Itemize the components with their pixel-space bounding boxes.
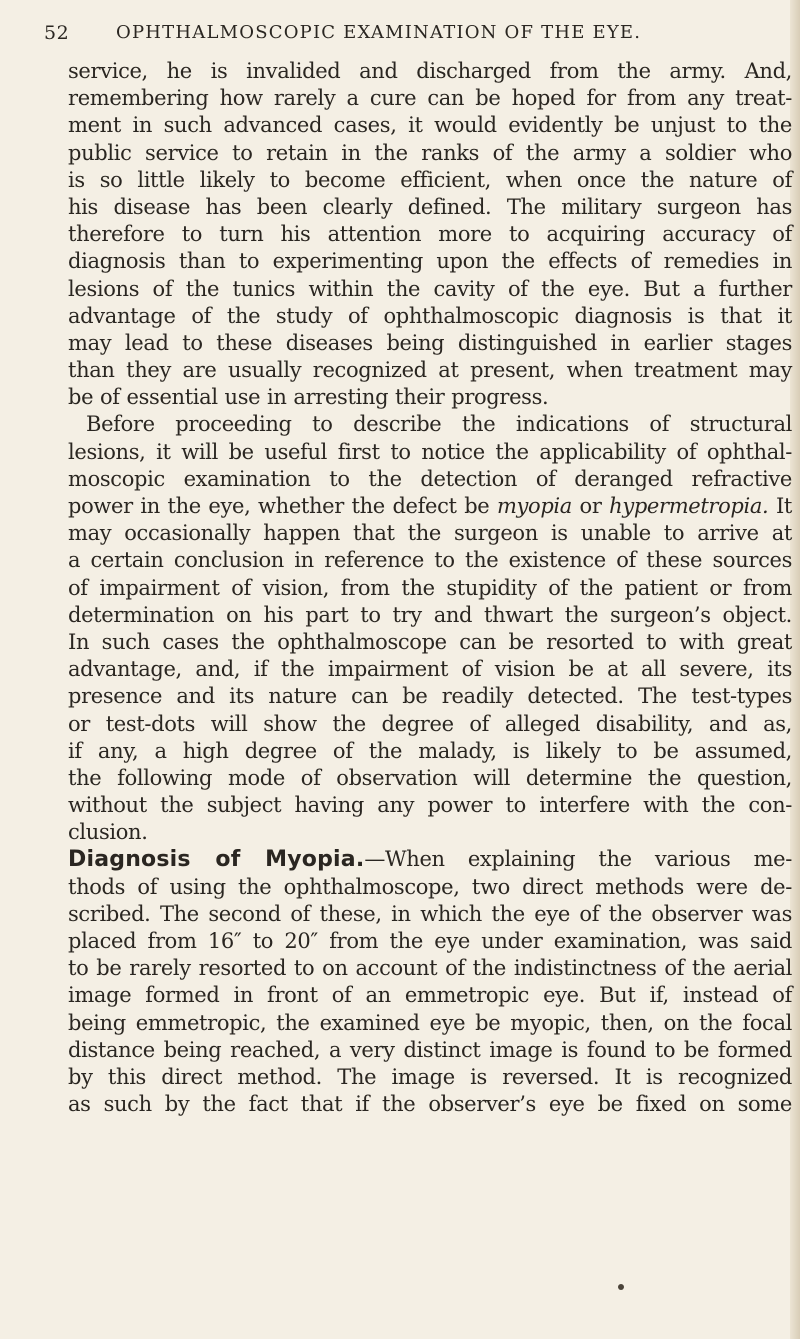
- paragraph-1: [68, 58, 792, 411]
- text-segment: It: [768, 494, 792, 518]
- text-line: lesions of the tunics within the cavity of the eye. But a further: [68, 276, 792, 301]
- body-text: [68, 58, 792, 1118]
- text-line: thods of using the ophthalmoscope, two direct methods were de-: [68, 874, 792, 899]
- term-myopia: myopia: [496, 494, 572, 518]
- text-line: is so little likely to become efficient, when once the nature of: [68, 167, 792, 192]
- text-line: moscopic examination to the detection of deranged refractive: [68, 466, 792, 491]
- text-segment: power in the eye, whether the defect be: [68, 494, 497, 518]
- text-line: lesions, it will be useful first to notice the applicability of ophthal-: [68, 439, 792, 464]
- text-line: may occasionally happen that the surgeon is unable to arrive at: [68, 521, 792, 546]
- text-line: a certain conclusion in reference to the existence of these sources: [68, 548, 792, 573]
- text-line: or test-dots will show the degree of alleged disability, and as,: [68, 711, 792, 736]
- text-segment: —When explaining the various me-: [364, 847, 793, 872]
- text-line: clusion.: [68, 820, 148, 845]
- text-line: advantage, and, if the impairment of vision be at all severe, its: [68, 657, 792, 682]
- text-line: Before proceeding to describe the indications of structural: [86, 412, 792, 437]
- page-number: 52: [44, 22, 70, 44]
- text-line-with-heading: [68, 846, 792, 873]
- text-line: image formed in front of an emmetropic eye. But if, instead of: [68, 983, 792, 1008]
- text-line: without the subject having any power to interfere with the con-: [68, 793, 792, 818]
- text-line: as such by the fact that if the observer’s eye be fixed on some: [68, 1092, 792, 1117]
- text-line: scribed. The second of these, in which the eye of the observer was: [68, 901, 792, 926]
- text-line: to be rarely resorted to on account of the indistinctness of the aerial: [68, 956, 792, 981]
- text-segment: or: [571, 494, 610, 518]
- text-line: than they are usually recognized at present, when treatment may: [68, 358, 792, 383]
- running-head: [44, 20, 786, 50]
- text-line: be of essential use in arresting their progress.: [68, 385, 549, 410]
- term-hypermetropia: hypermetropia.: [609, 494, 769, 518]
- text-line: public service to retain in the ranks of the army a soldier who: [68, 140, 792, 165]
- ink-dot: [618, 1284, 624, 1290]
- text-line: distance being reached, a very distinct image is found to be formed: [68, 1037, 792, 1062]
- text-line: diagnosis than to experimenting upon the effects of remedies in: [68, 249, 792, 274]
- text-line: being emmetropic, the examined eye be myopic, then, on the focal: [68, 1010, 792, 1035]
- text-line: presence and its nature can be readily detected. The test-types: [68, 684, 792, 709]
- text-line: if any, a high degree of the malady, is likely to be assumed,: [68, 738, 792, 763]
- text-line: the following mode of observation will determine the question,: [68, 765, 792, 790]
- text-line: of impairment of vision, from the stupidity of the patient or from: [68, 575, 792, 600]
- text-line: In such cases the ophthalmoscope can be resorted to with great: [68, 629, 792, 654]
- paragraph-2: [68, 411, 792, 846]
- text-line: ment in such advanced cases, it would evidently be unjust to the: [68, 113, 792, 138]
- text-line: placed from 16″ to 20″ from the eye under examination, was said: [68, 929, 792, 953]
- text-line: remembering how rarely a cure can be hoped for from any treat-: [68, 86, 792, 111]
- text-line: determination on his part to try and thwart the surgeon’s object.: [68, 602, 792, 627]
- text-line: his disease has been clearly defined. The military surgeon has: [68, 194, 792, 219]
- text-line-with-italics: [68, 493, 792, 520]
- text-line: advantage of the study of ophthalmoscopic diagnosis is that it: [68, 303, 792, 328]
- text-line: may lead to these diseases being distinguished in earlier stages: [68, 330, 792, 355]
- text-line: therefore to turn his attention more to acquiring accuracy of: [68, 222, 792, 247]
- text-line: by this direct method. The image is reversed. It is recognized: [68, 1064, 792, 1089]
- section-heading-myopia: Diagnosis of Myopia.: [68, 847, 365, 873]
- text-line: service, he is invalided and discharged from the army. And,: [68, 59, 792, 83]
- paragraph-3: [68, 846, 792, 1118]
- running-title: OPHTHALMOSCOPIC EXAMINATION OF THE EYE.: [116, 22, 642, 43]
